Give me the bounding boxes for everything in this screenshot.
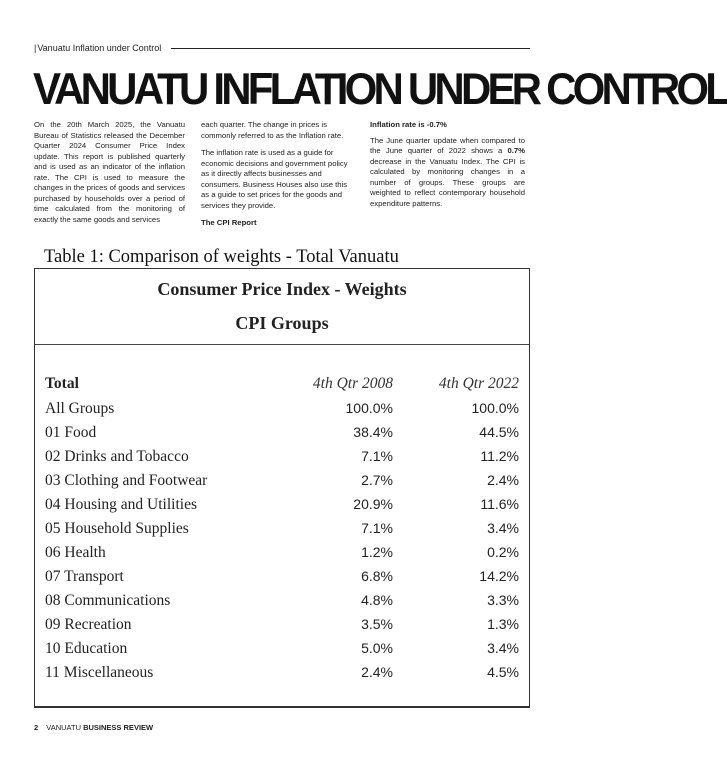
page-number: 2: [34, 723, 39, 732]
page-headline: VANUATU INFLATION UNDER CONTROL: [33, 64, 727, 114]
row-label: 06 Health: [45, 544, 106, 561]
article-column-3: [370, 120, 525, 234]
article-column-1: [34, 120, 185, 234]
row-label: 01 Food: [45, 424, 97, 441]
table-divider: [35, 344, 529, 345]
row-label: 04 Housing and Utilities: [45, 496, 197, 513]
table-row: [45, 568, 519, 588]
row-label: 05 Household Supplies: [45, 520, 189, 537]
row-value-2022: 0.2%: [487, 544, 519, 560]
table-row: [45, 664, 519, 684]
header-col-2022: 4th Qtr 2022: [438, 375, 519, 392]
row-label: 11 Miscellaneous: [45, 664, 154, 681]
table-row: [45, 544, 519, 564]
row-value-2008: 1.2%: [361, 544, 393, 560]
row-value-2008: 6.8%: [361, 568, 393, 584]
row-value-2008: 2.4%: [361, 664, 393, 680]
article-paragraph: each quarter. The change in prices is commonly referred to as the Inflation rate.: [201, 120, 344, 140]
row-value-2008: 2.7%: [361, 472, 393, 488]
article-paragraph: The inflation rate is used as a guide for economic decisions and government policy as it directly affects businesses and consumers. Business Houses also use this as a guide to set prices for the goods and services they provide.: [201, 148, 348, 210]
section-subheading-cpi-report: The CPI Report: [201, 218, 257, 227]
running-head-text: Vanuatu Inflation under Control: [37, 43, 162, 53]
row-value-2022: 11.6%: [480, 496, 519, 512]
running-head-rule: [171, 48, 530, 49]
row-value-2022: 11.2%: [480, 448, 519, 464]
table-header-row: [45, 375, 519, 395]
row-label: 10 Education: [45, 640, 128, 657]
cpi-weights-table: [34, 268, 530, 708]
publication-name: VANUATU: [46, 723, 81, 732]
row-value-2008: 3.5%: [361, 616, 393, 632]
row-value-2022: 4.5%: [487, 664, 519, 680]
table-row: [45, 448, 519, 468]
row-label: 08 Communications: [45, 592, 171, 609]
row-label: 02 Drinks and Tobacco: [45, 448, 189, 465]
row-value-2008: 7.1%: [361, 448, 393, 464]
row-value-2022: 3.4%: [487, 640, 519, 656]
article-paragraph: On the 20th March 2025, the Vanuatu Bureau of Statistics released the December Quarter 2024 Consumer Price Index update. This report is published quarterly and is used as an indicator of the inflation rate. The CPI is used to measure the changes in the prices of goods and services purchased by households over a period of time calculated from the monitoring of exactly the same goods and services: [34, 120, 185, 224]
row-value-2022: 14.2%: [479, 568, 519, 584]
table-row: [45, 616, 519, 636]
section-subheading-inflation-rate: Inflation rate is -0.7%: [370, 120, 447, 129]
publication-name-bold: BUSINESS REVIEW: [83, 723, 154, 732]
table-row: [45, 424, 519, 444]
paragraph-highlight: 0.7%: [507, 146, 525, 155]
table-row: [45, 472, 519, 492]
row-value-2008: 38.4%: [353, 424, 393, 440]
table-row: [45, 592, 519, 612]
table-row: [45, 400, 519, 420]
paragraph-text: decrease in the Vanuatu Index. The CPI is calculated by monitoring changes in a number of groups. These groups are weighted to reflect contemporary household expenditure patterns.: [370, 156, 525, 208]
row-value-2022: 44.5%: [479, 424, 519, 440]
header-label-total: Total: [45, 375, 79, 392]
row-label: 09 Recreation: [45, 616, 132, 633]
table-row: [45, 520, 519, 540]
paragraph-text: The June quarter update when compared to the June quarter of 2022 shows a: [370, 135, 525, 155]
row-value-2022: 3.3%: [487, 592, 519, 608]
table-caption: Table 1: Comparison of weights - Total Vanuatu: [44, 247, 399, 267]
running-head-bar: |: [34, 43, 37, 53]
table-title: Consumer Price Index - Weights: [157, 279, 407, 299]
article-paragraph: [370, 136, 525, 210]
table-row: [45, 640, 519, 660]
article-column-2: [201, 120, 354, 234]
row-label: 07 Transport: [45, 568, 124, 585]
row-value-2022: 3.4%: [487, 520, 519, 536]
header-col-2008: 4th Qtr 2008: [312, 375, 393, 392]
row-value-2022: 1.3%: [487, 616, 519, 632]
row-label: All Groups: [45, 400, 115, 417]
page-footer: [34, 723, 153, 732]
row-value-2022: 100.0%: [471, 400, 519, 416]
table-row: [45, 496, 519, 516]
row-value-2008: 5.0%: [361, 640, 393, 656]
row-label: 03 Clothing and Footwear: [45, 472, 208, 489]
row-value-2008: 4.8%: [361, 592, 393, 608]
row-value-2008: 100.0%: [345, 400, 393, 416]
row-value-2022: 2.4%: [487, 472, 519, 488]
row-value-2008: 7.1%: [361, 520, 393, 536]
running-head: [34, 41, 530, 55]
table-subtitle: CPI Groups: [235, 313, 329, 333]
article-body: [34, 120, 531, 234]
row-value-2008: 20.9%: [353, 496, 393, 512]
